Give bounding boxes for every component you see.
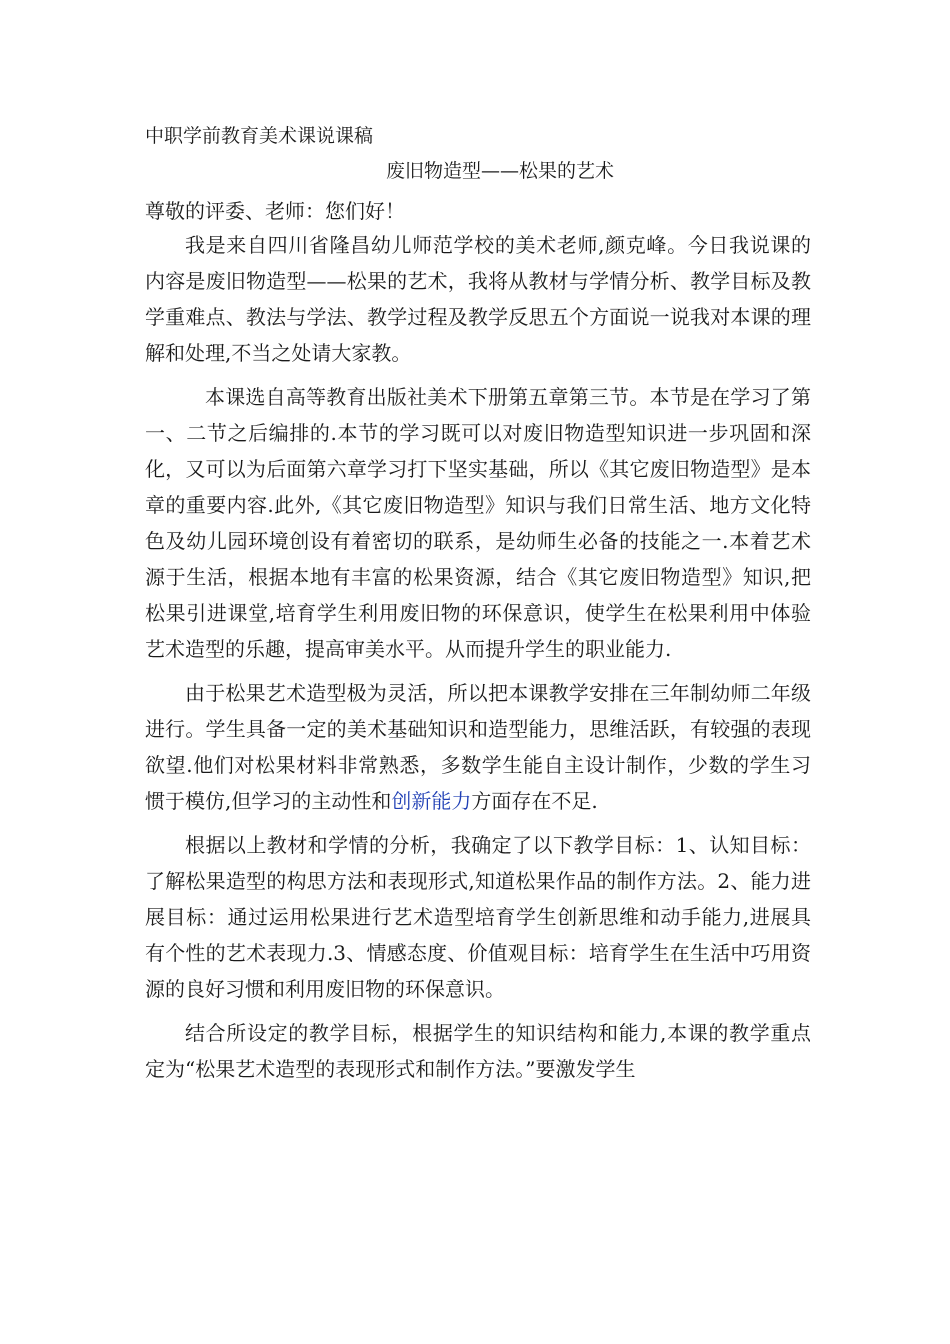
- paragraph-key-points: 结合所设定的教学目标，根据学生的知识结构和能力,本课的教学重点定为“松果艺术造型的表现形式和制作方法。”要激发学生: [145, 1021, 811, 1081]
- paragraph-teaching-goals: 根据以上教材和学情的分析，我确定了以下教学目标：1、认知目标：了解松果造型的构思方法和表现形式,知道松果作品的制作方法。2、能力进展目标：通过运用松果进行艺术造型培育学生创新思维和动手能力,进展具有个性的艺术表现力.3、情感态度、价值观目标：培育学生在生活中巧用资源的良好习惯和利用废旧物的环保意识。: [145, 833, 811, 1001]
- paragraph-student-analysis: [145, 675, 811, 819]
- document-label: 中职学前教育美术课说课稿: [145, 125, 374, 147]
- paragraph-intro: 我是来自四川省隆昌幼儿师范学校的美术老师,颜克峰。今日我说课的内容是废旧物造型——松果的艺术，我将从教材与学情分析、教学目标及教学重难点、教法与学法、教学过程及教学反思五个方面说一说我对本课的理解和处理,不当之处请大家教。: [145, 233, 811, 365]
- paragraph-student-analysis-tail: 方面存在不足.: [471, 789, 598, 813]
- innovation-ability-link[interactable]: 创新能力: [391, 789, 472, 813]
- document-title: [0, 157, 950, 185]
- greeting-line: 尊敬的评委、老师：您们好！: [145, 199, 405, 223]
- paragraph-student-analysis-text: 由于松果艺术造型极为灵活，所以把本课教学安排在三年制幼师二年级进行。学生具备一定的美术基础知识和造型能力，思维活跃，有较强的表现欲望.他们对松果材料非常熟悉，多数学生能自主设计制作，少数的学生习惯于模仿,但学习的主动性和: [145, 681, 811, 813]
- document-body: [145, 227, 811, 1095]
- document-title-text: 废旧物造型——松果的艺术: [385, 160, 614, 182]
- paragraph-textbook-analysis: 本课选自高等教育出版社美术下册第五章第三节。本节是在学习了第一、二节之后编排的.本节的学习既可以对废旧物造型知识进一步巩固和深化，又可以为后面第六章学习打下坚实基础，所以《其它废旧物造型》是本章的重要内容.此外,《其它废旧物造型》知识与我们日常生活、地方文化特色及幼儿园环境创设有着密切的联系，是幼师生必备的技能之一.本着艺术源于生活，根据本地有丰富的松果资源，结合《其它废旧物造型》知识,把松果引进课堂,培育学生利用废旧物的环保意识，使学生在松果利用中体验艺术造型的乐趣，提高审美水平。从而提升学生的职业能力.: [145, 385, 811, 661]
